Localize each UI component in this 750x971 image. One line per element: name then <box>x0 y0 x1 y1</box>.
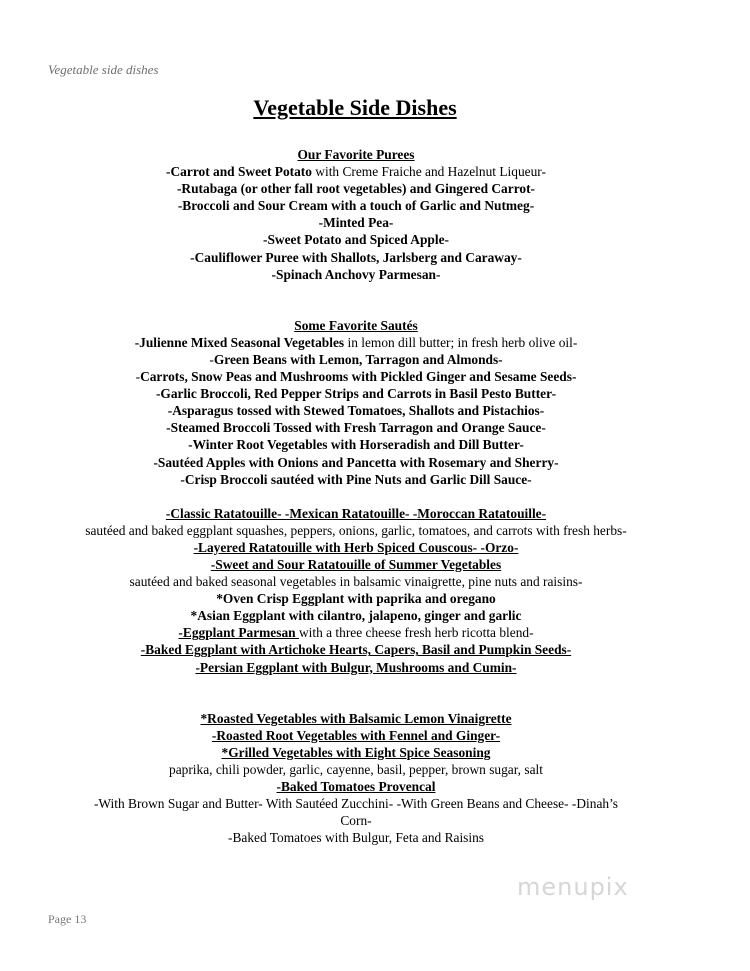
persian-eggplant: -Persian Eggplant with Bulgur, Mushrooms and Cumin- <box>195 659 517 675</box>
baked-eggplant: -Baked Eggplant with Artichoke Hearts, Capers, Basil and Pumpkin Seeds- <box>140 642 572 658</box>
asian-eggplant: *Asian Eggplant with cilantro, jalapeno, ginger and garlic <box>190 608 522 624</box>
puree-item <box>0 197 712 214</box>
ratatouille-layered: -Layered Ratatouille with Herb Spiced Couscous- -Orzo- <box>193 539 519 555</box>
baked-tomatoes-variations-cont: Corn- <box>340 813 372 829</box>
saute-item <box>0 436 712 453</box>
puree-item <box>0 163 712 180</box>
saute-item-desc: in lemon dill butter; in fresh herb olive oil- <box>344 334 578 350</box>
baked-tomatoes: -Baked Tomatoes Provencal <box>276 779 436 794</box>
purees-heading: Our Favorite Purees <box>297 147 415 162</box>
saute-item-name: Carrots, Snow Peas and Mushrooms with Pickled Ginger and Sesame Seeds- <box>140 369 577 385</box>
puree-item <box>0 231 712 248</box>
saute-item-name: -Julienne Mixed Seasonal Vegetables <box>134 334 345 350</box>
puree-item-desc: with Creme Fraiche and Hazelnut Liqueur- <box>311 164 546 180</box>
saute-item-prefix: - <box>135 369 141 385</box>
saute-item <box>0 334 712 351</box>
baked-tomatoes-bulgur: -Baked Tomatoes with Bulgur, Feta and Raisins <box>227 830 485 846</box>
eggplant-parmesan-name: -Eggplant Parmesan <box>178 625 299 641</box>
puree-item-name: -Carrot and Sweet Potato <box>166 164 312 180</box>
saute-item-name: -Asparagus tossed with Stewed Tomatoes, Shallots and Pistachios- <box>167 403 545 419</box>
saute-item-name: -Sautéed Apples with Onions and Pancetta with Rosemary and Sherry- <box>153 454 559 470</box>
purees-list <box>0 163 712 283</box>
puree-item-name: -Cauliflower Puree with Shallots, Jarlsberg and Caraway- <box>190 249 522 265</box>
saute-item <box>0 471 712 488</box>
puree-item-name: -Rutabaga (or other fall root vegetables) and Gingered Carrot- <box>176 181 536 197</box>
eggplant-parmesan <box>0 624 712 641</box>
puree-item-name: -Spinach Anchovy Parmesan- <box>271 266 441 282</box>
menu-content <box>0 146 712 846</box>
ratatouille-classic-desc: sautéed and baked eggplant squashes, peppers, onions, garlic, tomatoes, and carrots with fresh herbs- <box>85 522 627 538</box>
grilled-spices: paprika, chili powder, garlic, cayenne, basil, pepper, brown sugar, salt <box>169 761 543 777</box>
sautes-list <box>0 334 712 488</box>
saute-item-name: Green Beans with Lemon, Tarragon and Almonds- <box>213 351 503 367</box>
saute-item <box>0 419 712 436</box>
saute-item-name: -Winter Root Vegetables with Horseradish and Dill Butter- <box>188 437 524 453</box>
saute-item <box>0 402 712 419</box>
watermark-logo: menupix <box>517 873 629 901</box>
puree-item-name: -Minted Pea- <box>318 215 394 231</box>
puree-item-name: -Broccoli and Sour Cream with a touch of Garlic and Nutmeg- <box>177 198 535 214</box>
saute-item-name: -Steamed Broccoli Tossed with Fresh Tarragon and Orange Sauce- <box>166 420 546 436</box>
saute-item <box>0 368 712 385</box>
baked-tomatoes-variations: -With Brown Sugar and Butter- With Sautéed Zucchini- -With Green Beans and Cheese- -Dinah’s <box>93 796 619 812</box>
eggplant-parmesan-desc: with a three cheese fresh herb ricotta blend- <box>298 625 534 641</box>
saute-item <box>0 351 712 368</box>
oven-crisp-eggplant: *Oven Crisp Eggplant with paprika and oregano <box>216 591 496 607</box>
saute-item-prefix: - <box>209 351 214 367</box>
sautes-heading: Some Favorite Sautés <box>294 317 418 333</box>
header-note: Vegetable side dishes <box>48 62 159 77</box>
saute-item <box>0 385 712 402</box>
page-title: Vegetable Side Dishes <box>253 95 457 120</box>
roasted-balsamic: *Roasted Vegetables with Balsamic Lemon Vinaigrette <box>200 710 512 726</box>
puree-item <box>0 266 712 283</box>
ratatouille-sweet-sour-desc: sautéed and baked seasonal vegetables in balsamic vinaigrette, pine nuts and raisins- <box>129 574 583 590</box>
puree-item <box>0 180 712 197</box>
roasted-root: -Roasted Root Vegetables with Fennel and Ginger- <box>211 727 501 743</box>
ratatouille-classic: -Classic Ratatouille- -Mexican Ratatouille- -Moroccan Ratatouille- <box>165 505 547 521</box>
grilled-vegetables: *Grilled Vegetables with Eight Spice Seasoning <box>221 744 491 760</box>
saute-item <box>0 454 712 471</box>
puree-item <box>0 249 712 266</box>
puree-item-name: -Sweet Potato and Spiced Apple- <box>263 232 449 248</box>
saute-item-name: -Crisp Broccoli sautéed with Pine Nuts and Garlic Dill Sauce- <box>180 471 532 487</box>
page-number: Page 13 <box>48 912 87 926</box>
puree-item <box>0 214 712 231</box>
saute-item-name: -Garlic Broccoli, Red Pepper Strips and Carrots in Basil Pesto Butter- <box>155 386 557 402</box>
ratatouille-sweet-sour: -Sweet and Sour Ratatouille of Summer Vegetables <box>210 556 502 572</box>
